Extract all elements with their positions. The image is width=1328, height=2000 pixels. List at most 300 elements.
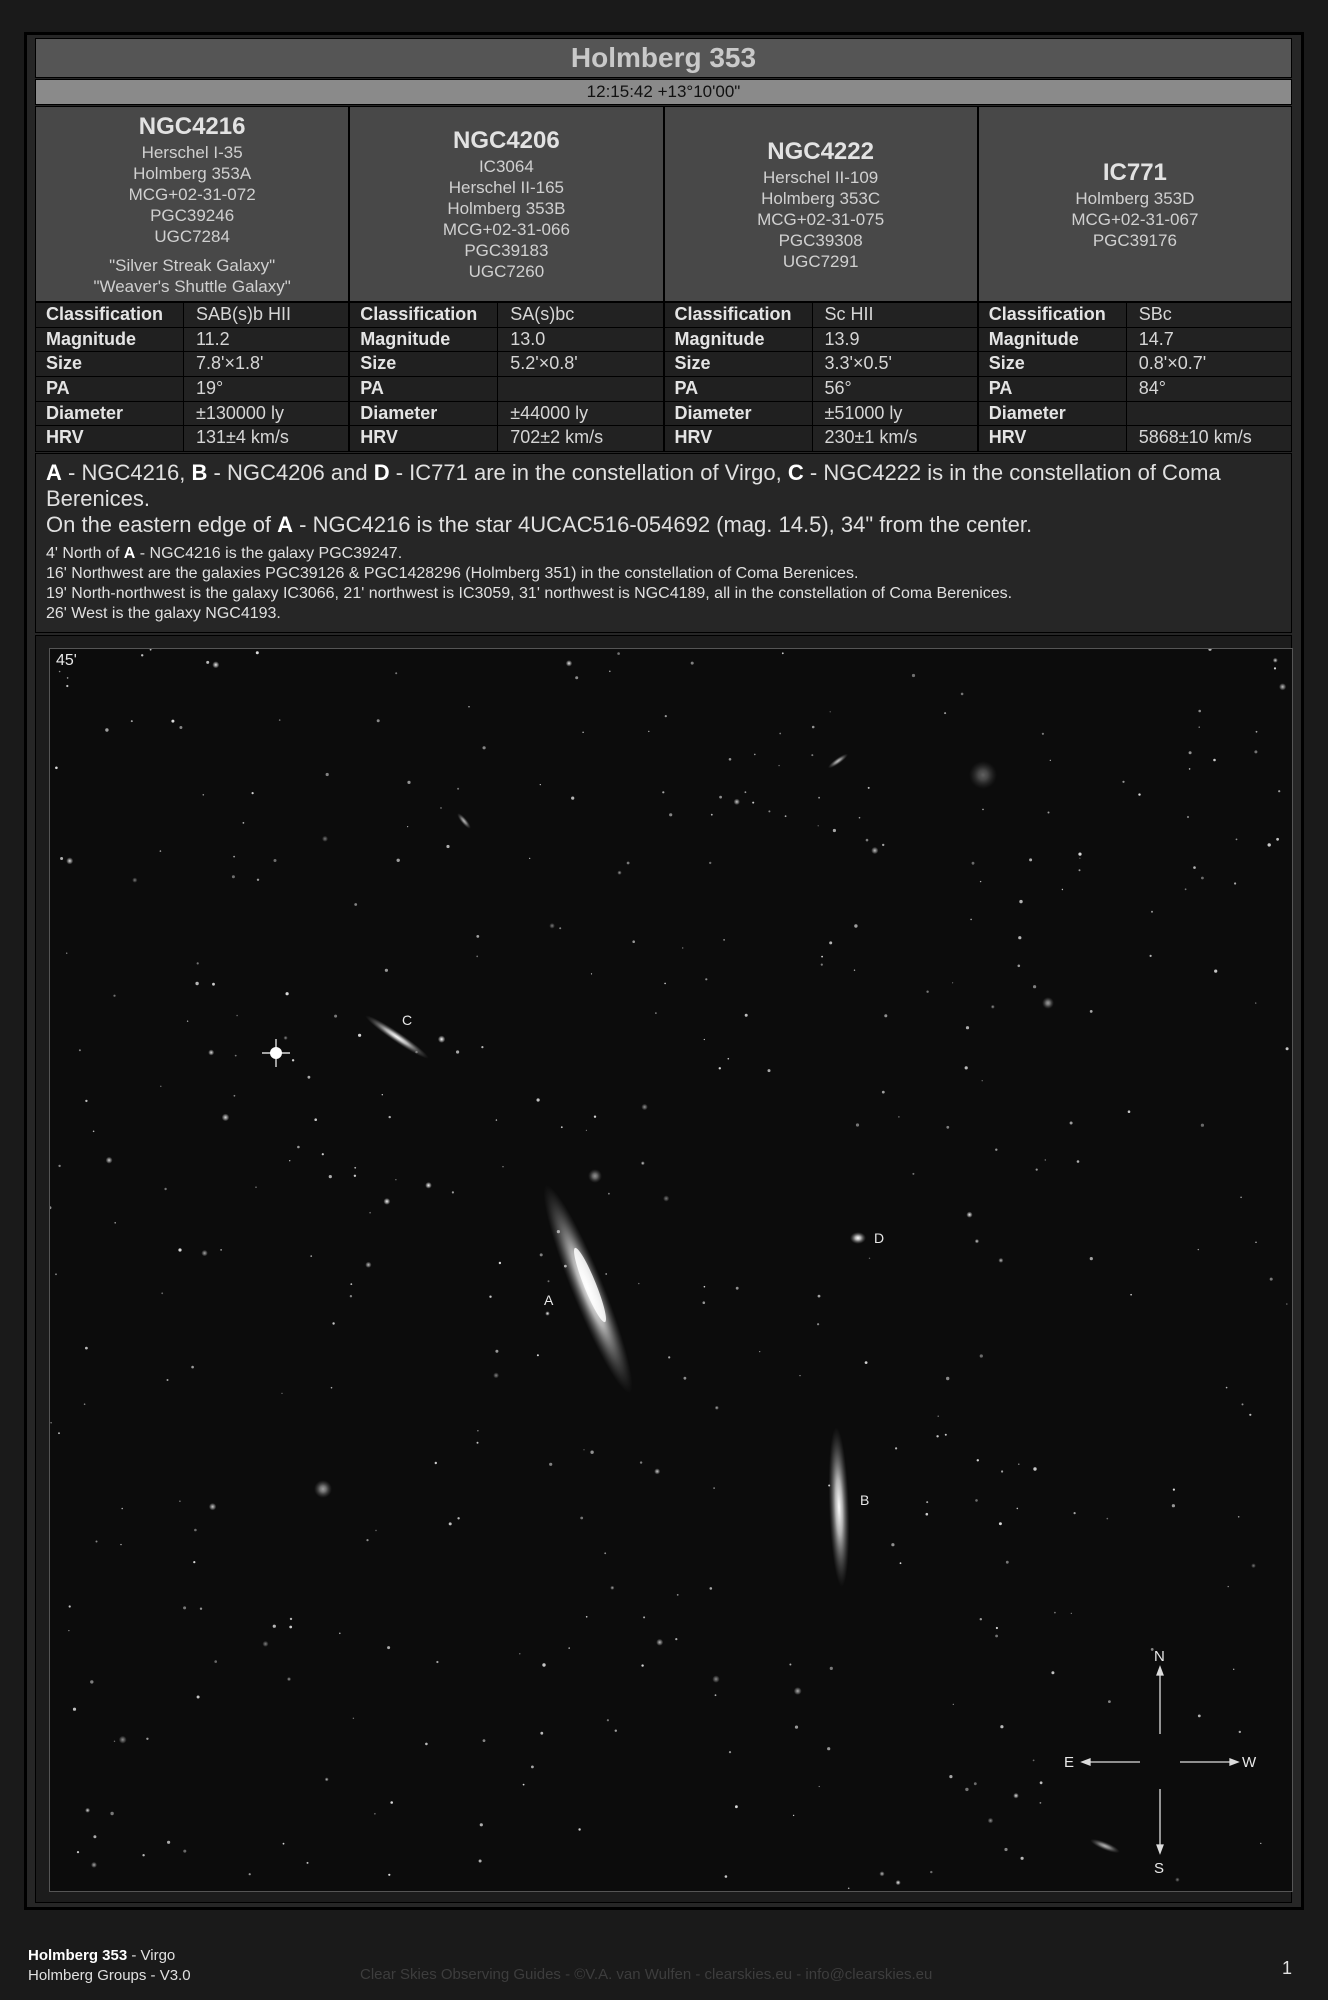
star	[1255, 1002, 1256, 1003]
star	[712, 1675, 719, 1682]
star	[729, 1751, 731, 1753]
star	[926, 1513, 929, 1516]
star	[85, 1808, 90, 1813]
star	[1078, 853, 1081, 856]
property-row	[665, 328, 977, 353]
star	[307, 1862, 309, 1864]
star	[389, 1116, 391, 1118]
star	[289, 1626, 292, 1629]
star	[1128, 1110, 1131, 1113]
star	[961, 693, 964, 696]
star	[388, 1874, 390, 1876]
star	[1108, 1700, 1111, 1703]
star	[483, 1739, 486, 1742]
star	[1255, 1242, 1256, 1243]
description	[35, 453, 1292, 633]
star	[677, 1594, 679, 1596]
coordinates: 12:15:42 +13°10'00"	[35, 79, 1292, 105]
star	[456, 1050, 459, 1053]
star	[234, 1095, 236, 1097]
star	[457, 1517, 459, 1519]
property-label: PA	[350, 377, 498, 401]
note-line: 26' West is the galaxy NGC4193.	[46, 605, 281, 622]
object-id: IC3064	[478, 157, 534, 176]
property-label: Magnitude	[665, 328, 813, 352]
star	[604, 1552, 606, 1554]
star	[55, 1273, 57, 1275]
star	[1254, 750, 1257, 753]
property-value: 11.2	[184, 328, 348, 352]
star	[704, 1286, 706, 1288]
star	[966, 1026, 969, 1029]
property-row	[36, 402, 348, 427]
star	[452, 1191, 454, 1193]
star	[768, 1069, 771, 1072]
star	[208, 1050, 214, 1056]
property-value	[1127, 402, 1291, 426]
star	[77, 1851, 79, 1853]
star	[1270, 1278, 1273, 1281]
star	[682, 947, 683, 948]
star	[68, 1630, 69, 1631]
star	[549, 1463, 552, 1466]
star	[759, 1351, 760, 1352]
object-id: MCG+02-31-067	[1071, 209, 1199, 229]
star	[440, 807, 441, 808]
star	[1198, 710, 1201, 713]
star	[1090, 1010, 1093, 1013]
star	[374, 1813, 376, 1815]
star	[735, 1805, 738, 1808]
star	[1107, 1518, 1109, 1520]
star	[711, 814, 713, 816]
star	[1276, 838, 1279, 841]
property-value: ±130000 ly	[184, 402, 348, 426]
star	[638, 1283, 639, 1284]
star	[591, 973, 592, 974]
star	[397, 859, 400, 862]
property-value: 3.3'×0.5'	[813, 352, 977, 376]
star	[84, 1403, 86, 1405]
property-row	[665, 303, 977, 328]
star	[289, 1160, 290, 1161]
property-row	[665, 352, 977, 377]
star	[479, 1860, 482, 1863]
star	[476, 935, 479, 938]
footer-info	[28, 1946, 191, 1986]
star	[60, 857, 63, 860]
object-id: PGC39176	[1092, 230, 1177, 250]
star	[160, 850, 162, 852]
star	[571, 797, 574, 800]
star	[480, 1823, 483, 1826]
star	[187, 1021, 188, 1022]
star	[286, 992, 289, 995]
property-label: HRV	[979, 426, 1127, 451]
star	[1074, 1512, 1076, 1514]
star	[728, 1058, 730, 1060]
star	[209, 1503, 216, 1510]
property-value: 131±4 km/s	[184, 426, 348, 451]
star	[502, 1166, 503, 1167]
star	[610, 1586, 614, 1590]
star	[1279, 683, 1286, 690]
star	[1054, 1612, 1056, 1614]
star	[866, 839, 869, 842]
star	[1286, 1047, 1289, 1050]
galaxy-background	[314, 1480, 332, 1498]
property-value: 56°	[813, 377, 977, 401]
object-id: Holmberg 353D	[1075, 188, 1195, 208]
star	[67, 677, 69, 679]
galaxy-label-b: B	[860, 1492, 870, 1508]
star	[745, 791, 747, 793]
star	[232, 875, 235, 878]
star	[369, 1212, 371, 1214]
star	[325, 1777, 329, 1781]
starfield-image	[50, 649, 1292, 1891]
star	[580, 1517, 583, 1520]
star	[50, 1422, 51, 1423]
star	[734, 799, 740, 805]
star	[425, 1743, 428, 1746]
property-label: PA	[665, 377, 813, 401]
note-line: 4' North of A - NGC4216 is the galaxy PGC39247.	[46, 545, 403, 562]
property-label: HRV	[665, 426, 813, 451]
star	[818, 1295, 821, 1298]
star	[607, 1719, 609, 1721]
star	[1079, 869, 1081, 871]
star	[66, 685, 68, 687]
star	[710, 1587, 713, 1590]
star	[132, 878, 137, 883]
star	[1018, 936, 1021, 939]
star	[263, 1641, 269, 1647]
object-id: MCG+02-31-066	[442, 220, 570, 239]
star	[142, 1854, 144, 1856]
star	[353, 1718, 354, 1719]
star	[713, 1487, 714, 1488]
property-label: PA	[36, 377, 184, 401]
star	[1249, 1414, 1251, 1416]
star	[675, 1638, 677, 1640]
star	[66, 953, 67, 954]
star	[256, 651, 259, 654]
scale-label: 45'	[56, 652, 77, 669]
star	[93, 1835, 96, 1838]
star	[297, 1146, 300, 1149]
star	[1213, 759, 1216, 762]
star	[975, 1499, 978, 1502]
star	[1017, 1508, 1019, 1510]
object-name: NGC4216	[138, 112, 246, 140]
star	[203, 794, 205, 796]
star	[1021, 1857, 1024, 1860]
star	[594, 1116, 596, 1118]
star	[1234, 882, 1236, 884]
star	[141, 654, 143, 656]
star	[586, 1616, 588, 1618]
galaxy-background	[1042, 997, 1054, 1009]
star	[882, 1091, 885, 1094]
star	[1199, 727, 1200, 728]
star	[609, 671, 611, 673]
page-number: 1	[1282, 1958, 1293, 1978]
star	[326, 773, 329, 776]
footer-credit: Clear Skies Observing Guides - ©V.A. van Wulfen - clearskies.eu - info@clearskies.eu	[360, 1966, 933, 1983]
star	[489, 1296, 491, 1298]
star	[882, 844, 884, 846]
star	[73, 1708, 76, 1711]
star	[648, 731, 649, 732]
property-row	[36, 352, 348, 377]
star	[1214, 970, 1217, 973]
star	[1138, 793, 1140, 795]
star	[407, 826, 408, 827]
star	[220, 1249, 222, 1251]
star	[793, 1815, 794, 1816]
star	[821, 964, 823, 966]
property-row	[979, 377, 1291, 402]
object-id: PGC39246	[150, 205, 235, 225]
properties-table	[35, 302, 1292, 452]
star	[281, 1393, 282, 1394]
star	[926, 1501, 928, 1503]
property-row	[979, 352, 1291, 377]
property-label: HRV	[350, 426, 498, 451]
star	[329, 1175, 332, 1178]
star	[495, 1350, 498, 1353]
star	[632, 940, 635, 943]
star	[1193, 866, 1196, 869]
note-line: 16' Northwest are the galaxies PGC39126 & PGC1428296 (Holmberg 351) in the constellation of Coma Berenices.	[46, 565, 859, 582]
star	[290, 1618, 292, 1620]
star	[146, 1738, 148, 1740]
footer-object-line	[28, 1946, 191, 1966]
page-title: Holmberg 353	[35, 38, 1292, 78]
star	[944, 712, 946, 714]
star	[719, 796, 722, 799]
star	[200, 1608, 202, 1610]
property-row	[979, 303, 1291, 328]
star	[854, 970, 855, 971]
star	[273, 1625, 276, 1628]
star	[481, 1046, 483, 1048]
star	[794, 1687, 802, 1695]
star	[292, 1059, 294, 1061]
object-card-ic771	[978, 106, 1292, 302]
star	[483, 746, 486, 749]
star	[704, 1039, 705, 1040]
star	[58, 1432, 60, 1434]
star	[785, 815, 787, 817]
star	[375, 1530, 376, 1531]
star	[778, 765, 779, 766]
star	[559, 927, 561, 929]
star	[255, 1186, 257, 1188]
star	[818, 825, 819, 826]
star	[900, 1562, 902, 1564]
star	[1239, 1731, 1241, 1733]
star	[664, 983, 666, 985]
star	[991, 1005, 995, 1009]
property-label: Size	[350, 352, 498, 376]
star	[641, 1104, 647, 1110]
star	[206, 661, 209, 664]
star	[938, 1416, 939, 1417]
star	[548, 1280, 550, 1282]
star	[79, 1049, 81, 1051]
star	[703, 1301, 706, 1304]
object-id: Herschel I-35	[141, 142, 243, 162]
property-row	[350, 352, 662, 377]
galaxy-ic771	[850, 1232, 866, 1244]
star	[1189, 768, 1191, 770]
star	[641, 1161, 645, 1165]
star	[970, 919, 972, 921]
star	[819, 1786, 820, 1787]
star	[233, 856, 235, 858]
star	[568, 1647, 570, 1649]
star	[1018, 965, 1021, 968]
star	[179, 1500, 181, 1502]
star	[167, 1379, 169, 1381]
property-label: Classification	[665, 303, 813, 327]
star	[113, 995, 115, 997]
property-value: 13.0	[498, 328, 662, 352]
property-row	[665, 402, 977, 427]
star	[387, 1646, 390, 1649]
star	[965, 1788, 968, 1791]
star	[719, 1067, 721, 1069]
star	[833, 829, 836, 832]
star	[537, 1098, 540, 1101]
property-row	[350, 377, 662, 402]
star	[912, 1173, 914, 1175]
property-label: Classification	[350, 303, 498, 327]
star	[980, 1354, 983, 1357]
star	[1236, 839, 1238, 841]
star	[871, 847, 878, 854]
star	[1286, 1303, 1288, 1305]
star	[171, 720, 174, 723]
footer-object: Holmberg 353	[28, 1947, 128, 1964]
star	[179, 726, 182, 729]
star	[949, 1775, 952, 1778]
star	[830, 711, 831, 712]
star	[566, 660, 572, 666]
star	[449, 1522, 452, 1525]
property-row	[350, 328, 662, 353]
property-row	[36, 303, 348, 328]
star	[390, 1801, 393, 1804]
star	[1226, 1387, 1228, 1389]
star	[365, 1262, 371, 1268]
property-value: 5868±10 km/s	[1127, 426, 1291, 451]
star	[912, 674, 915, 677]
star	[782, 652, 784, 654]
star	[120, 1544, 121, 1545]
object-card-ngc4222	[664, 106, 978, 302]
star	[583, 1449, 584, 1450]
property-row	[350, 402, 662, 427]
star	[279, 719, 281, 721]
star	[350, 1295, 352, 1297]
star	[85, 1100, 87, 1102]
object-id: UGC7291	[782, 251, 859, 271]
property-row	[36, 377, 348, 402]
guide-frame	[24, 32, 1304, 1910]
property-row	[350, 426, 662, 451]
star	[1238, 1516, 1240, 1518]
galaxy-label-c: C	[402, 1012, 413, 1028]
star	[615, 1730, 617, 1732]
properties-ngc4216	[35, 302, 349, 452]
star	[164, 1188, 166, 1190]
star	[212, 661, 219, 668]
star	[331, 1387, 333, 1389]
star	[705, 978, 707, 980]
star	[1079, 858, 1080, 859]
star	[395, 1179, 396, 1180]
property-label: Diameter	[36, 402, 184, 426]
star	[1151, 911, 1153, 913]
property-value	[498, 377, 662, 401]
star	[974, 1782, 977, 1785]
star	[945, 1434, 947, 1436]
star	[996, 1627, 998, 1629]
star	[982, 809, 984, 811]
star	[965, 1066, 968, 1069]
star	[1187, 816, 1189, 818]
star	[493, 1373, 499, 1379]
star	[446, 845, 449, 848]
star	[656, 1639, 663, 1646]
star	[830, 1667, 833, 1670]
star	[529, 858, 530, 859]
star	[1050, 760, 1051, 761]
star	[1051, 1671, 1054, 1674]
property-label: Diameter	[979, 402, 1127, 426]
star	[69, 1605, 71, 1607]
star	[582, 732, 583, 733]
star	[891, 1543, 894, 1546]
star	[549, 923, 555, 929]
star	[1018, 1464, 1019, 1465]
star	[848, 1888, 850, 1890]
object-id: PGC39308	[778, 230, 863, 250]
property-value: 19°	[184, 377, 348, 401]
star	[1077, 1160, 1080, 1163]
star	[1273, 658, 1278, 663]
star	[1033, 985, 1036, 988]
property-value: SBc	[1127, 303, 1291, 327]
object-id: PGC39183	[464, 241, 549, 260]
properties-ic771	[978, 302, 1292, 452]
star	[1036, 1169, 1038, 1171]
star	[995, 1149, 997, 1151]
star	[183, 1850, 186, 1853]
star	[499, 1262, 501, 1264]
star	[222, 1114, 230, 1122]
property-row	[350, 303, 662, 328]
star	[322, 836, 328, 842]
star	[468, 706, 469, 707]
star	[425, 1182, 432, 1189]
object-id: Holmberg 353C	[761, 188, 881, 208]
star	[197, 1696, 200, 1699]
star	[982, 1080, 983, 1081]
